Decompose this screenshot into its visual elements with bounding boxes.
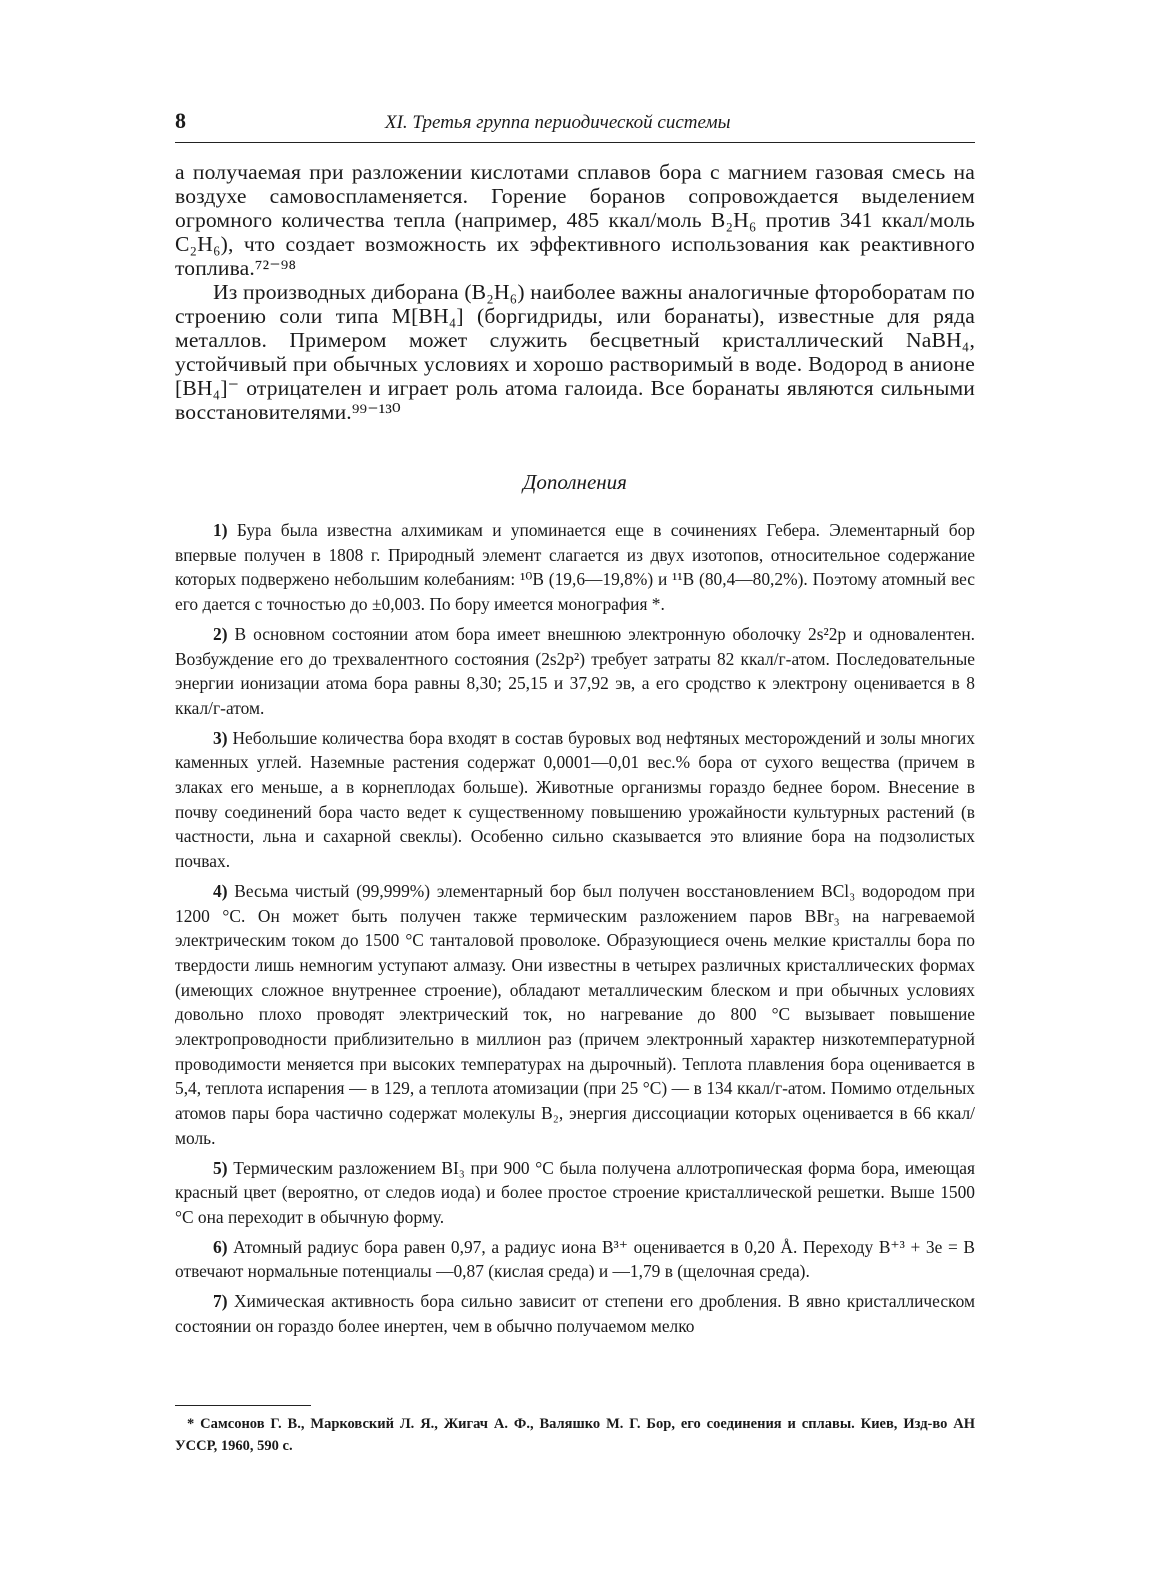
page-number: 8 bbox=[175, 108, 186, 133]
note-number: 4) bbox=[213, 880, 228, 901]
note-item bbox=[175, 879, 975, 1151]
paragraph-1: а получаемая при разложении кислотами сплавов бора с магнием газовая смесь на воздухе самовоспламеняется. Горение боранов сопровождается выделением огромного количества тепла (например, 485 ккал/моль B₂H₆ против 341 ккал/моль C₂H₆), что создает возможность их эффективного использования как реактивного топлива.⁷²⁻⁹⁸ bbox=[175, 160, 975, 280]
note-item bbox=[175, 518, 975, 617]
note-number: 2) bbox=[213, 623, 228, 644]
main-text bbox=[175, 160, 975, 424]
note-item bbox=[175, 726, 975, 874]
note-item bbox=[175, 622, 975, 721]
note-number: 1) bbox=[213, 520, 228, 540]
note-item bbox=[175, 1235, 975, 1284]
running-head: XI. Третья группа периодической системы bbox=[385, 112, 731, 133]
page-header bbox=[175, 108, 975, 143]
note-text: Бура была известна алхимикам и упоминается еще в сочинениях Гебера. Элементарный бор впервые получен в 1808 г. Природный элемент слагается из двух изотопов, относительное содержание которых подвержено небольшим колебаниям: ¹⁰B (19,6—19,8%) и ¹¹B (80,4—80,2%). Поэтому атомный вес его дается с точностью до ±0,003. По бору имеется монография *. bbox=[175, 520, 975, 615]
section-title: Дополнения bbox=[523, 470, 627, 494]
note-text: В основном состоянии атом бора имеет внешнюю электронную оболочку 2s²2p и одновалентен. Возбуждение его до трехвалентного состояния (2s2p²) требует затраты 82 ккал/г-атом. Последовательные энергии ионизации атома бора равны 8,30; 25,15 и 37,92 эв, а его сродство к электрону оценивается в 8 ккал/г-атом. bbox=[175, 623, 975, 718]
note-text: Химическая активность бора сильно зависит от степени его дробления. В явно кристаллическом состоянии он гораздо более инертен, чем в обычно получаемом мелко bbox=[175, 1291, 975, 1336]
note-item bbox=[175, 1156, 975, 1230]
note-text: Небольшие количества бора входят в состав буровых вод нефтяных месторождений и золы многих каменных углей. Наземные растения содержат 0,0001—0,01 вес.% бора от сухого вещества (причем в злаках его меньше, а в корнеплодах больше). Животные организмы гораздо беднее бором. Внесение в почву соединений бора часто ведет к существенному повышению урожайности культурных растений (в частности, льна и сахарной свеклы). Особенно сильно сказывается это влияние бора на подзолистых почвах. bbox=[175, 727, 975, 872]
notes-list bbox=[175, 518, 975, 1344]
note-number: 6) bbox=[213, 1236, 228, 1257]
footnote: * Самсонов Г. В., Марковский Л. Я., Жигач А. Ф., Валяшко М. Г. Бор, его соединения и сплавы. Киев, Изд-во АН УССР, 1960, 590 с. bbox=[175, 1416, 975, 1454]
note-number: 3) bbox=[213, 727, 228, 748]
note-text: Атомный радиус бора равен 0,97, а радиус иона B³⁺ оценивается в 0,20 Å. Переходу B⁺³ + 3e = B отвечают нормальные потенциалы —0,87 (кислая среда) и —1,79 в (щелочная среда). bbox=[175, 1236, 975, 1282]
note-number: 5) bbox=[213, 1157, 228, 1178]
note-number: 7) bbox=[213, 1291, 228, 1312]
note-text: Весьма чистый (99,999%) элементарный бор был получен восстановлением BCl₃ водородом при 1200 °С. Он может быть получен также термическим разложением паров BBr₃ на нагреваемой электрическим током до 1500 °С танталовой проволоке. Образующиеся очень мелкие кристаллы бора по твердости лишь немногим уступают алмазу. Они известны в четырех различных кристаллических формах (имеющих сложное внутреннее строение), обладают металлическим блеском и при обычных условиях довольно плохо проводят электрический ток, но нагревание до 800 °С вызывает повышение электропроводности приблизительно в миллион раз (причем электронный характер низкотемпературной проводимости меняется при высоких температурах на дырочный). Теплота плавления бора оценивается в 5,4, теплота испарения — в 129, а теплота атомизации (при 25 °С) — в 134 ккал/г-атом. Помимо отдельных атомов пары бора частично содержат молекулы B₂, энергия диссоциации которых оценивается в 66 ккал/моль. bbox=[175, 880, 975, 1148]
note-text: Термическим разложением BI₃ при 900 °С была получена аллотропическая форма бора, имеющая красный цвет (вероятно, от следов иода) и более простое строение кристаллической решетки. Выше 1500 °С она переходит в обычную форму. bbox=[175, 1157, 975, 1227]
footnote-divider bbox=[175, 1405, 311, 1406]
note-item bbox=[175, 1289, 975, 1338]
paragraph-2: Из производных диборана (B₂H₆) наиболее важны аналогичные фтороборатам по строению соли типа M[BH₄] (боргидриды, или боранаты), известные для ряда металлов. Примером может служить бесцветный кристаллический NaBH₄, устойчивый при обычных условиях и хорошо растворимый в воде. Водород в анионе [BH₄]⁻ отрицателен и играет роль атома галоида. Все боранаты являются сильными восстановителями.⁹⁹⁻¹³⁰ bbox=[175, 280, 975, 424]
